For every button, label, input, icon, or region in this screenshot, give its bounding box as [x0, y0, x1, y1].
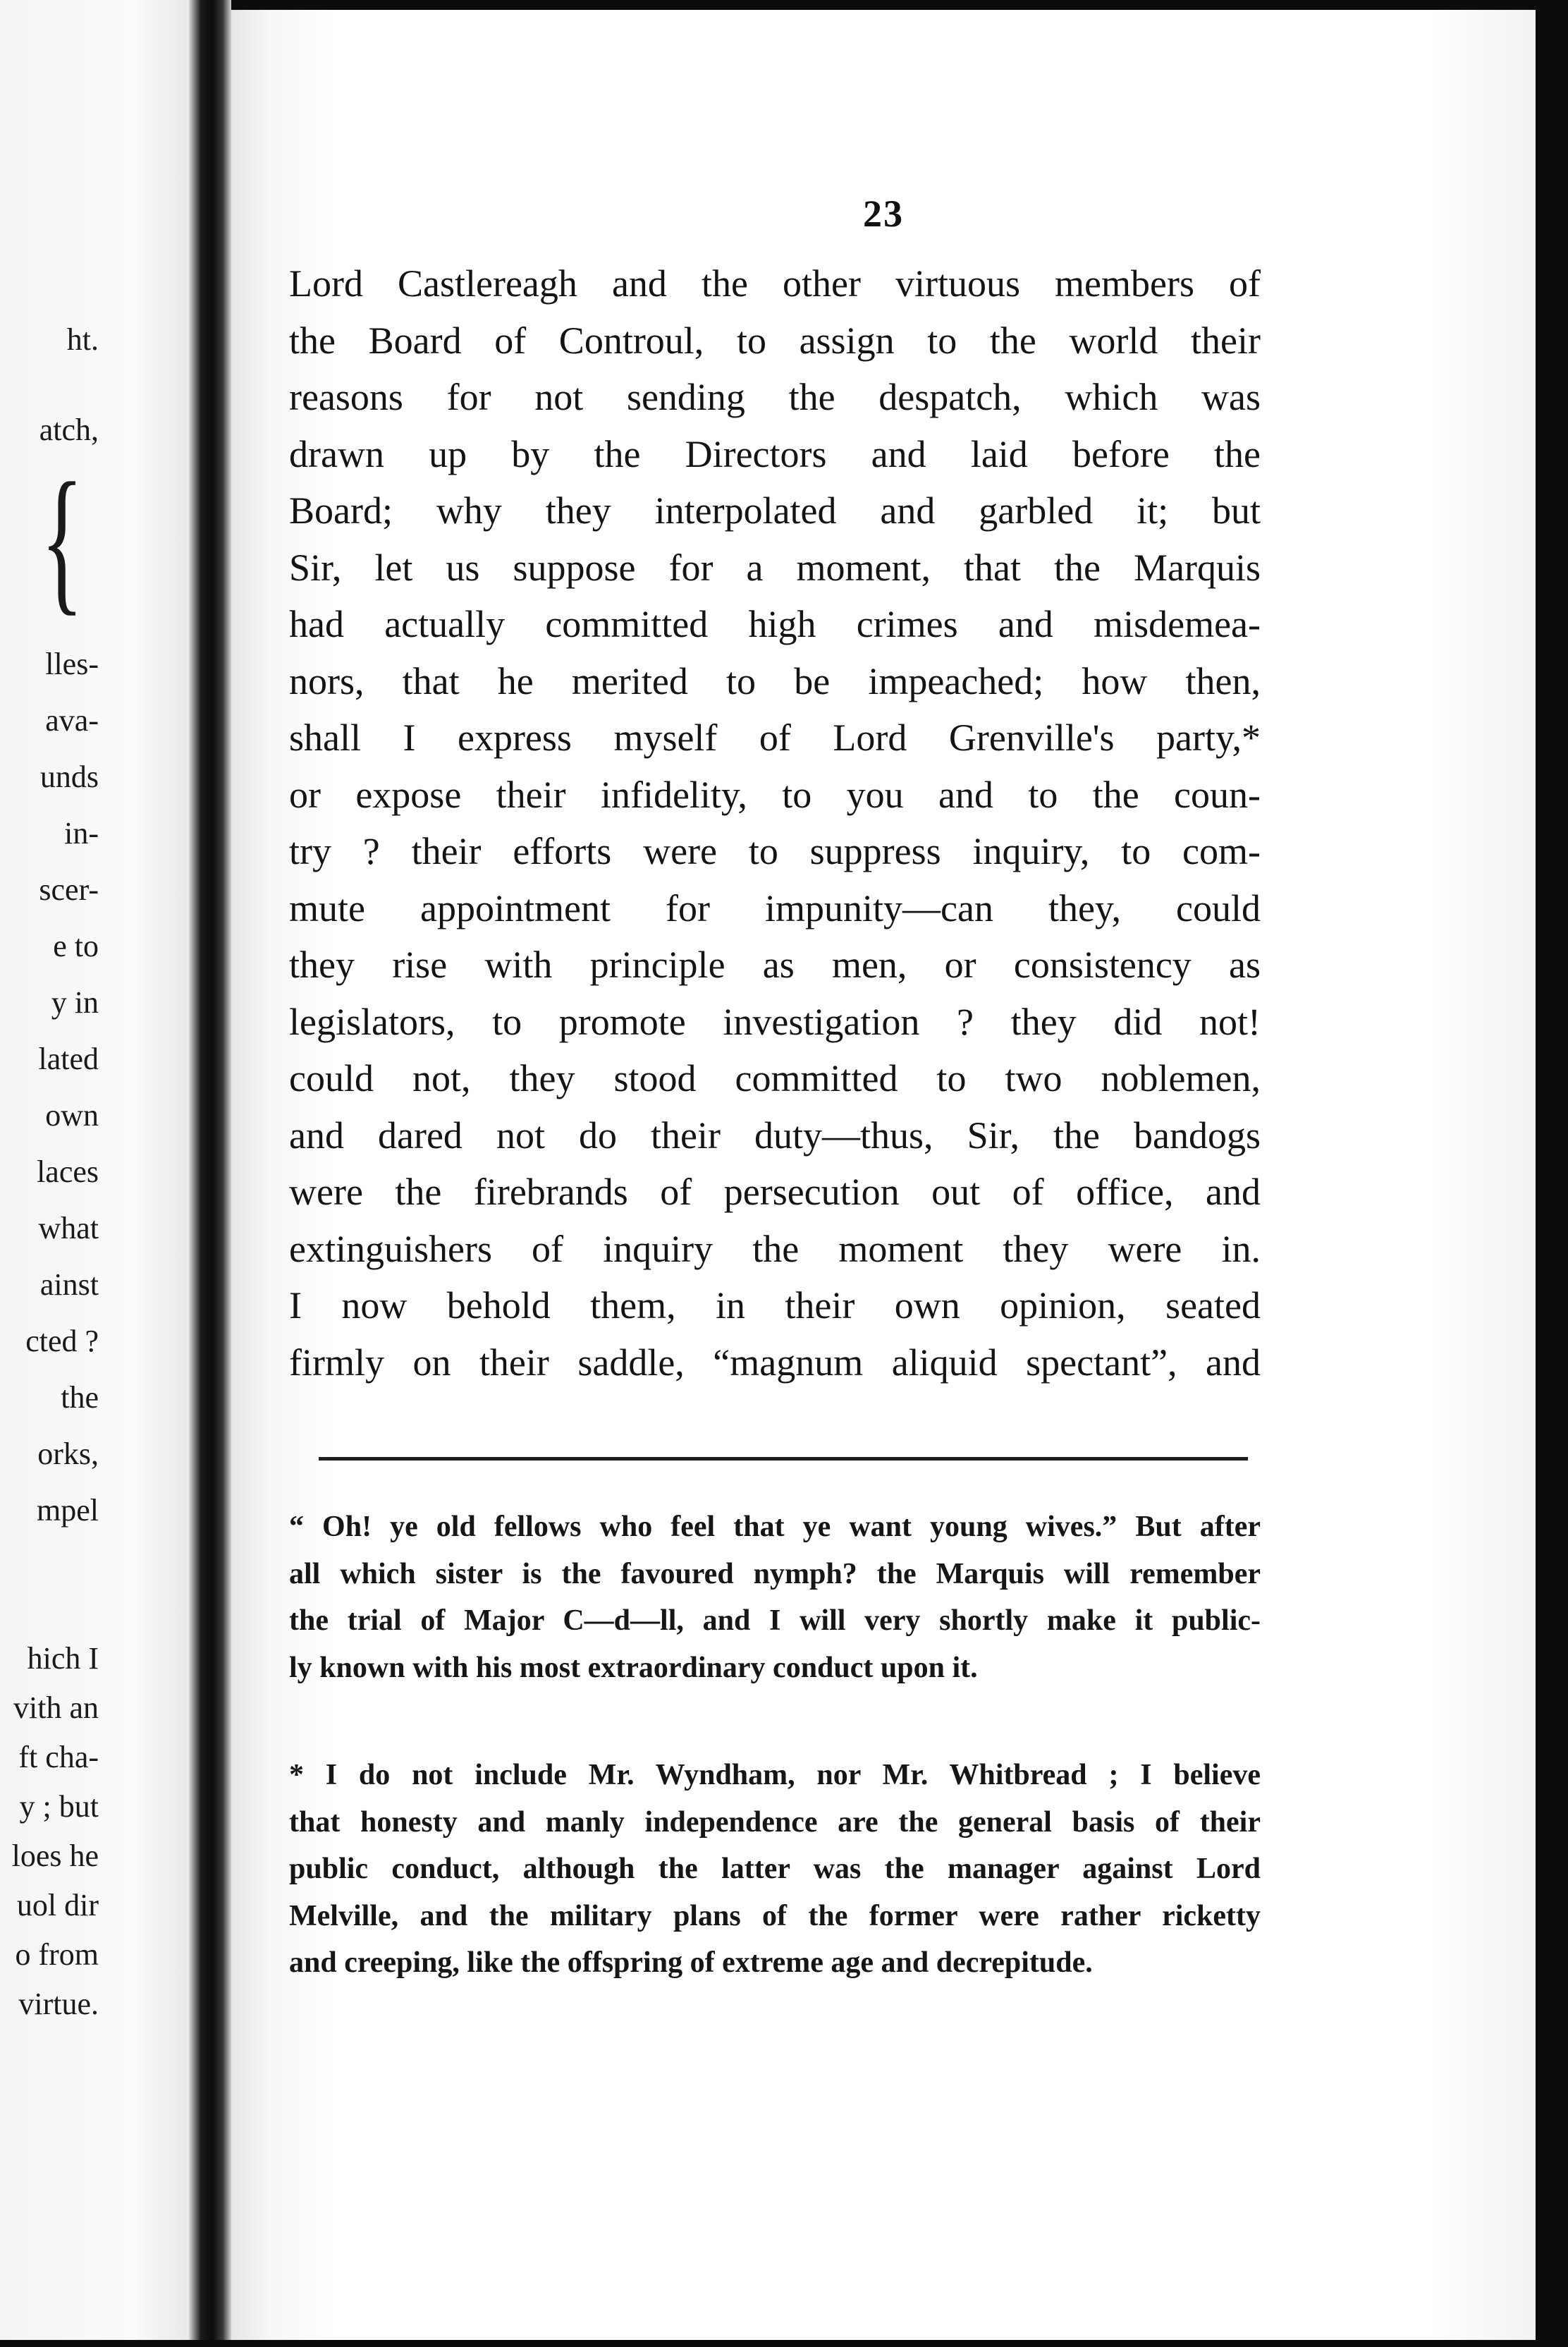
facing-page-line: ht.	[66, 322, 99, 357]
scan-border-bottom	[0, 2340, 1568, 2347]
facing-page-line: o from	[15, 1937, 99, 1972]
facing-page-line: lles-	[45, 647, 99, 681]
facing-page-line: atch,	[39, 413, 99, 447]
body-text	[289, 255, 1261, 1391]
facing-page-line: laces	[37, 1154, 99, 1189]
facing-page-line: ft cha-	[18, 1740, 99, 1774]
footnote-line: “ Oh! ye old fellows who feel that ye want young wives.” But after	[289, 1511, 1261, 1543]
body-line: the Board of Controul, to assign to the world their	[289, 319, 1261, 362]
facing-page-line: scer-	[39, 872, 99, 907]
facing-page-line: e to	[53, 929, 99, 963]
body-line: and dared not do their duty—thus, Sir, the bandogs	[289, 1114, 1261, 1157]
body-line: firmly on their saddle, “magnum aliquid spectant”, and	[289, 1341, 1261, 1384]
body-line: drawn up by the Directors and laid before the	[289, 432, 1261, 475]
body-line: could not, they stood committed to two noblemen,	[289, 1057, 1261, 1099]
body-line: they rise with principle as men, or consistency as	[289, 944, 1261, 986]
facing-page-line: own	[45, 1098, 99, 1133]
footnote-line: and creeping, like the offspring of extreme age and decrepitude.	[289, 1946, 1093, 1979]
facing-page-line: orks,	[37, 1437, 99, 1471]
footnote-line: the trial of Major C—d—ll, and I will very shortly make it public-	[289, 1604, 1261, 1637]
facing-page-line: ava-	[45, 703, 99, 738]
facing-page-line: the	[61, 1380, 99, 1415]
footnote-line: * I do not include Mr. Wyndham, nor Mr. Whitbread ; I believe	[289, 1759, 1261, 1791]
footnote-line: ly known with his most extraordinary conduct upon it.	[289, 1651, 978, 1684]
footnote-asterisk	[289, 1752, 1261, 1987]
body-line: Board; why they interpolated and garbled it; but	[289, 489, 1261, 532]
facing-page-line: mpel	[37, 1493, 99, 1528]
book-page	[231, 10, 1536, 2340]
facing-page-line: in-	[64, 816, 99, 851]
book-gutter	[189, 0, 231, 2347]
facing-page-line: y ; but	[19, 1789, 99, 1824]
body-line: shall I express myself of Lord Grenville's party,*	[289, 717, 1261, 759]
facing-page-line: cted ?	[25, 1324, 99, 1358]
footnote-line: that honesty and manly independence are the general basis of their	[289, 1805, 1261, 1839]
facing-page-line: uol dir	[16, 1888, 99, 1922]
facing-page-line: ainst	[39, 1267, 99, 1302]
footnote-rule	[319, 1457, 1248, 1461]
body-line: nors, that he merited to be impeached; how then,	[289, 659, 1261, 702]
body-line: had actually committed high crimes and misdemea-	[289, 603, 1261, 645]
body-line: were the firebrands of persecution out of office, and	[289, 1171, 1261, 1213]
facing-page-fragment	[0, 0, 189, 2347]
facing-page-line: y in	[51, 985, 99, 1020]
body-line: mute appointment for impunity—can they, could	[289, 886, 1261, 929]
body-line: try ? their efforts were to suppress inquiry, to com-	[289, 830, 1261, 872]
facing-page-line: lated	[38, 1042, 99, 1076]
page-number: 23	[863, 193, 904, 235]
body-line: I now behold them, in their own opinion, seated	[289, 1284, 1261, 1327]
body-line: or expose their infidelity, to you and to the coun-	[289, 773, 1261, 816]
footnote-line: all which sister is the favoured nymph? the Marquis will remember	[289, 1557, 1261, 1590]
body-line: extinguishers of inquiry the moment they were in.	[289, 1227, 1261, 1270]
footnote-line: Melville, and the military plans of the former were rather ricketty	[289, 1899, 1261, 1932]
facing-page-line: what	[38, 1211, 99, 1245]
facing-page-brace: {	[40, 449, 83, 629]
footnote-quote	[289, 1504, 1261, 1691]
facing-page-line: virtue.	[18, 1987, 99, 2021]
facing-page-line: hich I	[27, 1641, 99, 1676]
scan-border-right	[1536, 0, 1568, 2347]
body-line: Lord Castlereagh and the other virtuous members of	[289, 262, 1261, 305]
scan-border-top	[0, 0, 1568, 10]
facing-page-line: vith an	[13, 1690, 99, 1725]
body-line: Sir, let us suppose for a moment, that the Marquis	[289, 546, 1261, 589]
facing-page-line: loes he	[11, 1839, 99, 1873]
body-line: reasons for not sending the despatch, which was	[289, 376, 1261, 418]
footnote-line: public conduct, although the latter was the manager against Lord	[289, 1853, 1261, 1885]
facing-page-line: unds	[39, 760, 99, 794]
body-line: legislators, to promote investigation ? they did not!	[289, 1000, 1261, 1043]
